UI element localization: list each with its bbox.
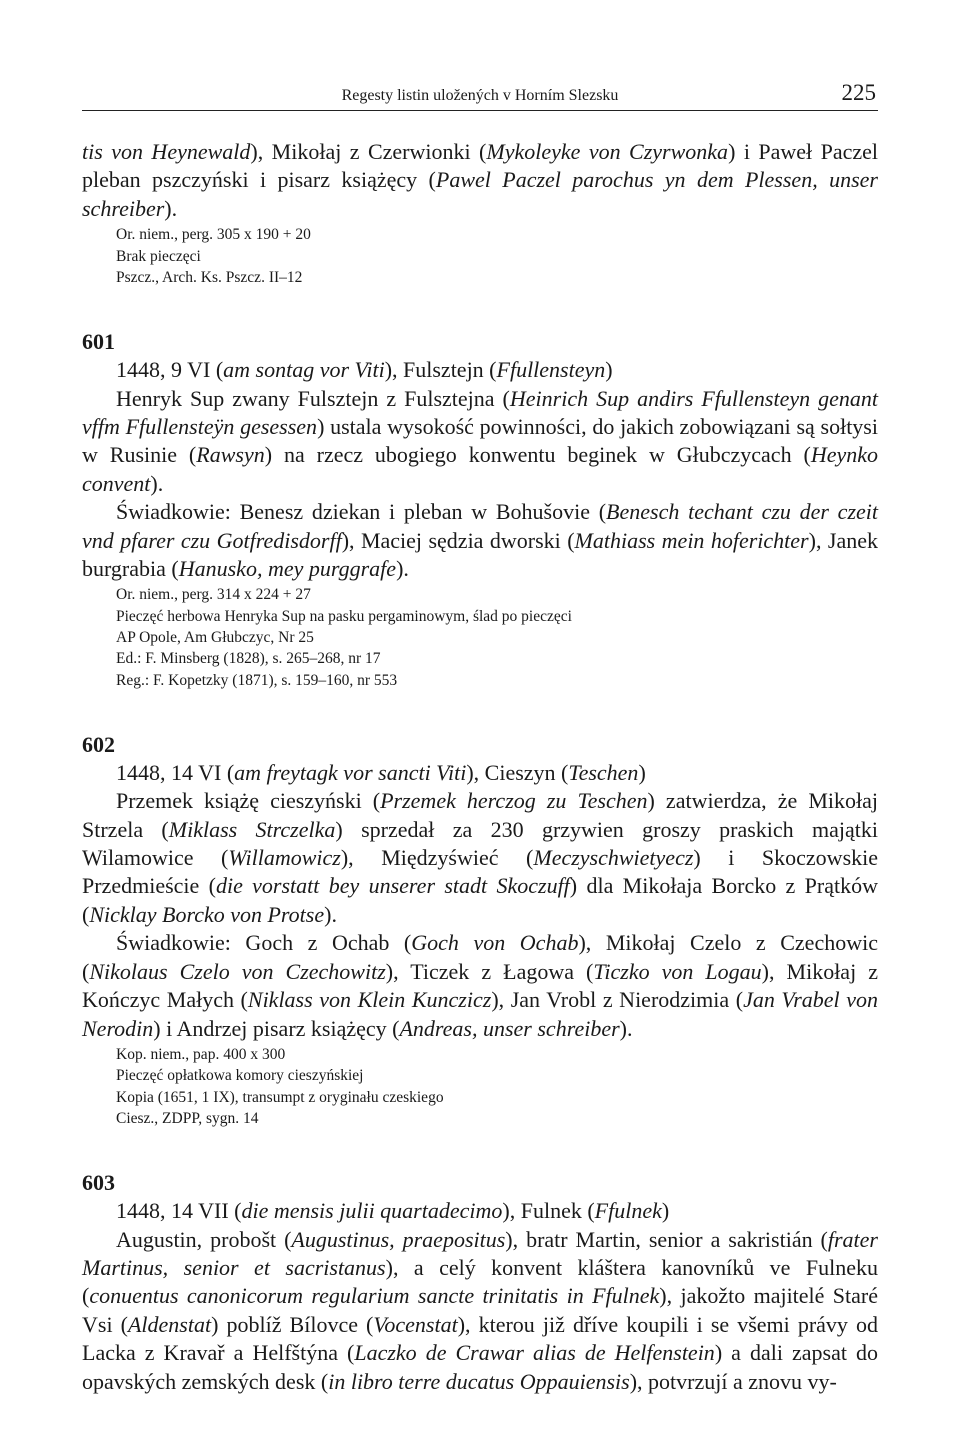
entry-number: 603 — [82, 1170, 115, 1196]
entry-date-place: 1448, 14 VI (am freytagk vor sancti Viti), Cieszyn (Teschen) — [116, 759, 646, 785]
entry-body: Augustin, probošt (Augustinus, praepositus), bratr Martin, senior a sakristián (frater Martinus, senior et sacristanus), a celý konvent kláštera kanovníků ve Fulneku (conuentus canonicorum regularium sancte trinitatis in Ffulnek), jakožto majitelé Staré Vsi (Aldenstat) poblíž Bílovce (Vocenstat), kterou již dříve koupili i se všemi právy od Lacka z Kravař a Helfštýna (Laczko de Crawar alias de Helfenstein) a dali zapsat do opavských zemských desk (in libro terre ducatus Oppauiensis), potvrzují a znovu vy- — [82, 1226, 879, 1394]
running-title: Regesty listin uložených v Horním Slezsku — [341, 87, 619, 104]
entry-601 — [82, 328, 878, 691]
entry-witnesses: Świadkowie: Goch z Ochab (Goch von Ochab), Mikołaj Czelo z Czechowic (Nikolaus Czelo von Czechowitz), Ticzek z Łagowa (Ticzko von Logau), Mikołaj z Kończyc Małych (Niklass von Klein Kunczicz), Jan Vrobl z Nierodzimia (Jan Vrabel von Nerodin) i Andrzej pisarz książęcy (Andreas, unser schreiber). — [82, 930, 879, 1041]
continuation-meta — [82, 224, 878, 288]
meta-line: Reg.: F. Kopetzky (1871), s. 159–160, nr 553 — [116, 671, 398, 689]
meta-line: Brak pieczęci — [116, 247, 201, 265]
page-number: 225 — [841, 80, 876, 105]
meta-line: Or. niem., perg. 305 x 190 + 20 — [116, 226, 311, 244]
entry-witnesses: Świadkowie: Benesz dziekan i pleban w Bohušovie (Benesch techant czu der czeit vnd pfarer czu Gotfredisdorff), Maciej sędzia dworski (Mathiass mein hoferichter), Janek burgrabia (Hanusko, mey purggrafe). — [82, 499, 878, 581]
running-header — [82, 78, 878, 111]
entry-number: 601 — [82, 329, 115, 355]
entry-date-place: 1448, 14 VII (die mensis julii quartadecimo), Fulnek (Ffulnek) — [116, 1198, 670, 1224]
entry-603 — [82, 1169, 878, 1396]
meta-line: Or. niem., perg. 314 x 224 + 27 — [116, 586, 311, 604]
continuation-paragraph: tis von Heynewald), Mikołaj z Czerwionki (Mykoleyke von Czyrwonka) i Paweł Paczel pleban pszczyński i pisarz książęcy (Pawel Paczel parochus yn dem Plessen, unser schreiber). — [82, 139, 878, 221]
meta-line: AP Opole, Am Głubczyc, Nr 25 — [116, 628, 314, 646]
meta-line: Pszcz., Arch. Ks. Pszcz. II–12 — [116, 268, 303, 286]
entry-602 — [82, 731, 878, 1129]
entry-body: Przemek książę cieszyński (Przemek herczog zu Teschen) zatwierdza, że Mikołaj Strzela (Miklass Strczelka) sprzedał za 230 grzywien groszy praskich majątki Wilamowice (Willamowicz), Międzyświeć (Meczyschwietyecz) i Skoczowskie Przedmieście (die vorstatt bey unserer stadt Skoczuff) dla Mikołaja Borcko z Prątków (Nicklay Borcko von Protse). — [82, 788, 879, 927]
meta-line: Kop. niem., pap. 400 x 300 — [116, 1045, 286, 1063]
meta-line: Ed.: F. Minsberg (1828), s. 265–268, nr 17 — [116, 650, 381, 668]
entry-number: 602 — [82, 731, 115, 757]
meta-line: Kopia (1651, 1 IX), transumpt z oryginału czeskiego — [116, 1088, 444, 1106]
entry-meta — [82, 1044, 878, 1129]
meta-line: Pieczęć opłatkowa komory cieszyńskiej — [116, 1067, 364, 1085]
entry-body: Henryk Sup zwany Fulsztejn z Fulsztejna (Heinrich Sup andirs Ffullensteyn genant vffm Ffullensteÿn gesessen) ustala wysokość powinności, do jakich zobowiązani są sołtysi w Rusinie (Rawsyn) na rzecz ubogiego konwentu beginek w Głubczycach (Heynko convent). — [82, 385, 878, 496]
page-content — [82, 138, 878, 1396]
meta-line: Pieczęć herbowa Henryka Sup na pasku pergaminowym, ślad po pieczęci — [116, 607, 572, 625]
meta-line: Ciesz., ZDPP, sygn. 14 — [116, 1109, 259, 1127]
entry-meta — [82, 584, 878, 690]
entry-date-place: 1448, 9 VI (am sontag vor Viti), Fulsztejn (Ffullensteyn) — [116, 357, 613, 383]
